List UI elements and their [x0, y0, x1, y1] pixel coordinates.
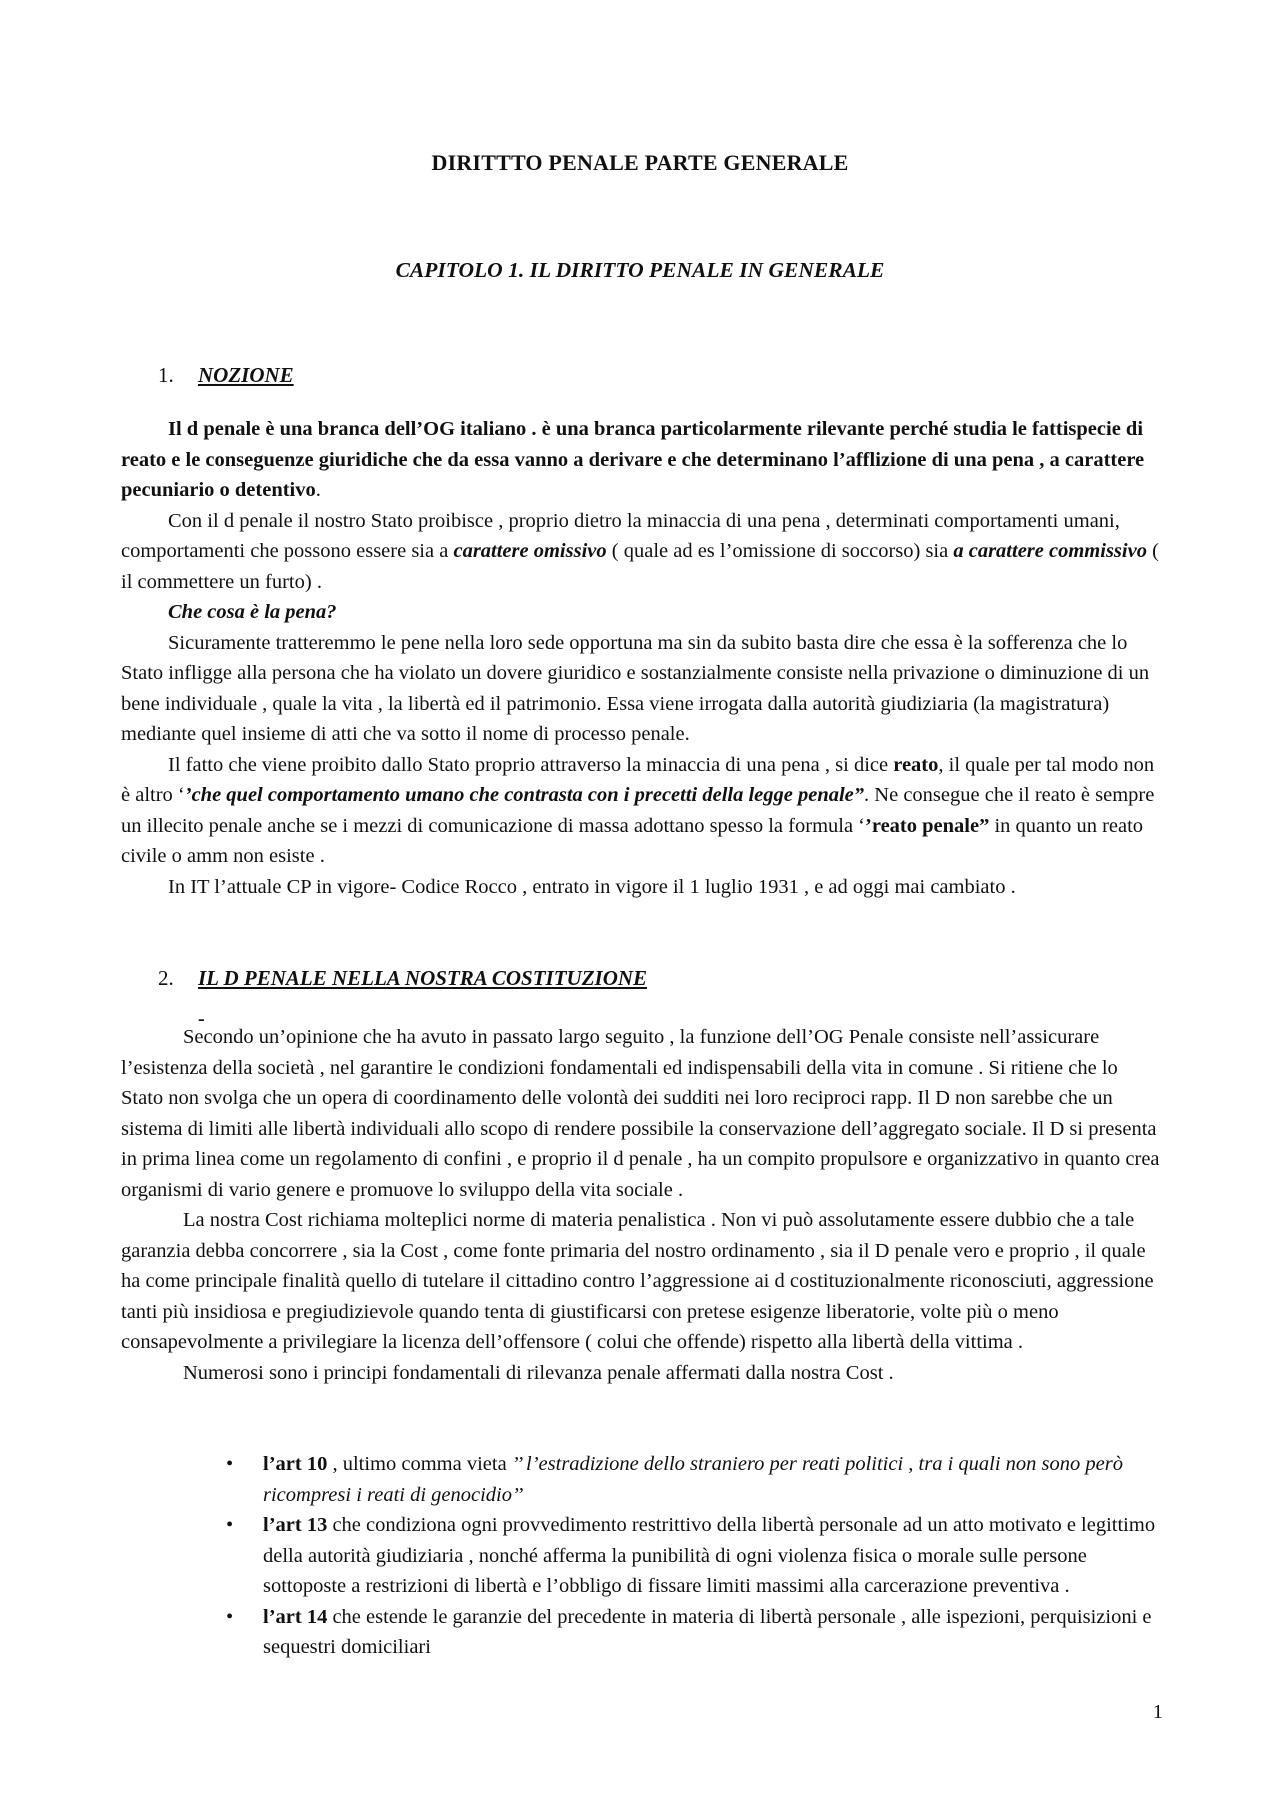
document-title: DIRITTTO PENALE PARTE GENERALE: [431, 150, 849, 175]
list-item: • l’art 13 che condiziona ogni provvedimento restrittivo della libertà personale ad un atto motivato e legittimo della autorità giudiziaria , nonché afferma la punibilità di ogni violenza fisica o morale sulle persone sottoposte a restrizioni di libertà e l’obbligo di fissare limiti massimi alla carcerazione preventiva .: [121, 1510, 1165, 1602]
bullet-icon: •: [226, 1514, 234, 1536]
bullet-icon: •: [226, 1605, 234, 1628]
paragraph: Con il d penale il nostro Stato proibisce , proprio dietro la minaccia di una pena , determinati comportamenti umani, comportamenti che possono essere sia a carattere omissivo ( quale ad es l’omissione di soccorso) sia a carattere commissivo ( il commettere un furto) .: [121, 509, 1159, 593]
paragraph: Secondo un’opinione che ha avuto in passato largo seguito , la funzione dell’OG Penale consiste nell’assicurare l’esistenza della società , nel garantire le condizioni fondamentali ed indispensabili della vita in comune . Si ritiene che lo Stato non svolga che un opera di coordinamento delle volontà dei sudditi nei loro reciproci rapp. Il D non sarebbe che un sistema di limiti alle libertà individuali allo scopo di rendere possibile la conservazione dell’aggregato sociale. Il D si presenta in prima linea come un regolamento di confini , e proprio il d penale , ha un compito propulsore e organizzativo in quanto crea organismi di vario genere e promuove lo sviluppo della vita sociale .: [121, 1026, 1160, 1201]
paragraph: In IT l’attuale CP in vigore- Codice Rocco , entrato in vigore il 1 luglio 1931 , e ad oggi mai cambiato .: [168, 875, 1016, 898]
section-2-heading: [158, 963, 647, 994]
section-1-body: [121, 414, 1165, 902]
question-heading: Che cosa è la pena?: [168, 601, 337, 623]
section-2-number: 2.: [158, 966, 174, 990]
paragraph: La nostra Cost richiama molteplici norme di materia penalistica . Non vi può assolutamente essere dubbio che a tale garanzia debba concorrere , sia la Cost , come fonte primaria del nostro ordinamento , sia il D penale vero e proprio , il quale ha come principale finalità quello di tutelare il cittadino contro l’aggressione ai d costituzionalmente riconosciuti, aggressione tanti più insidiosa e pregiudizievole quando tenta di giustificarsi con pretese esigenze liberatorie, volte più o meno consapevolmente a privilegiare la licenza dell’offensore ( colui che offende) rispetto alla libertà della vittima .: [121, 1209, 1154, 1353]
list-item: • l’art 10 , ultimo comma vieta ’’ l’estradizione dello straniero per reati politici , tra i quali non sono però ricompresi i reati di genocidio’’: [121, 1449, 1165, 1510]
bullet-icon: •: [226, 1453, 234, 1475]
section-1-number: 1.: [158, 363, 174, 387]
chapter-title: CAPITOLO 1. IL DIRITTO PENALE IN GENERALE: [395, 258, 885, 282]
paragraph: Il fatto che viene proibito dallo Stato proprio attraverso la minaccia di una pena , si dice reato, il quale per tal modo non è altro ‘’che quel comportamento umano che contrasta con i precetti della legge penale”. Ne consegue che il reato è sempre un illecito penale anche se i mezzi di comunicazione di massa adottano spesso la formula ‘’reato penale” in quanto un reato civile o amm non esiste .: [121, 753, 1155, 867]
list-item: • l’art 14 che estende le garanzie del precedente in materia di libertà personale , alle ispezioni, perquisizioni e sequestri domiciliari: [121, 1602, 1165, 1663]
article-list: [121, 1449, 1165, 1663]
section-2-title: IL D PENALE NELLA NOSTRA COSTITUZIONE: [198, 966, 648, 990]
section-2-body: [121, 1022, 1165, 1388]
page-number: 1: [1152, 1701, 1163, 1723]
dash-mark: -: [198, 1008, 205, 1030]
paragraph: Numerosi sono i principi fondamentali di rilevanza penale affermati dalla nostra Cost .: [183, 1361, 894, 1384]
paragraph: Il d penale è una branca dell’OG italiano . è una branca particolarmente rilevante perché studia le fattispecie di reato e le conseguenze giuridiche che da essa vanno a derivare e che determinano l’afflizione di una pena , a carattere pecuniario o detentivo.: [121, 418, 1145, 501]
section-1-heading: [158, 360, 294, 391]
paragraph: Sicuramente tratteremmo le pene nella loro sede opportuna ma sin da subito basta dire che essa è la sofferenza che lo Stato infligge alla persona che ha violato un dovere giuridico e sostanzialmente consiste nella privazione o diminuzione di un bene individuale , quale la vita , la libertà ed il patrimonio. Essa viene irrogata dalla autorità giudiziaria (la magistratura) mediante quel insieme di atti che va sotto il nome di processo penale.: [121, 631, 1150, 745]
section-1-title: NOZIONE: [198, 363, 294, 387]
